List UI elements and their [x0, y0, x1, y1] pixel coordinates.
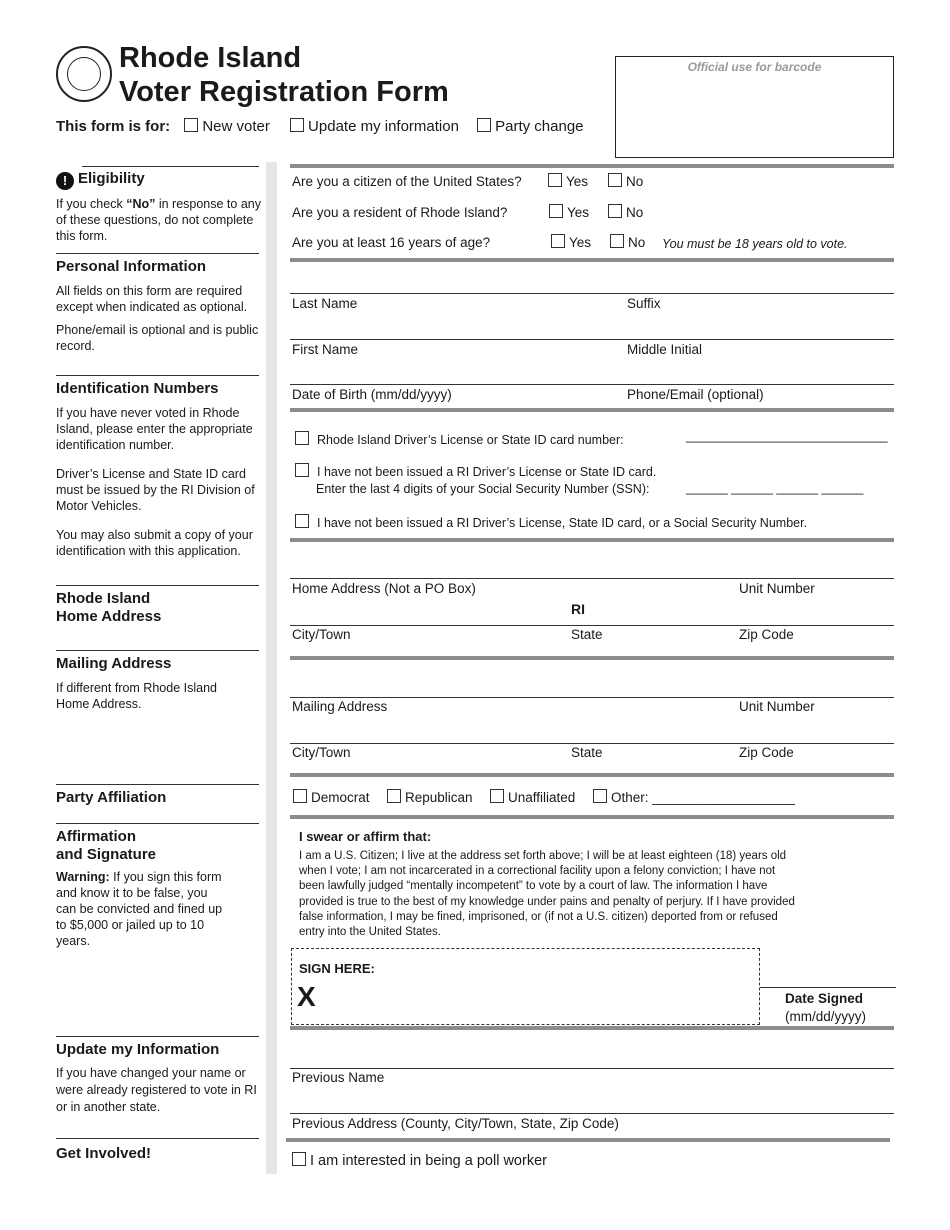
- no-id-checkbox[interactable]: [295, 514, 309, 528]
- ssn-instruction: Enter the last 4 digits of your Social Security Number (SSN):: [316, 482, 650, 496]
- id-option-none[interactable]: I have not been issued a RI Driver’s License, State ID card, or a Social Security Number.: [295, 514, 807, 531]
- form-title-line1: Rhode Island: [119, 42, 302, 74]
- sidebar-divider: [56, 585, 259, 586]
- party-democrat[interactable]: Democrat: [293, 789, 370, 806]
- id-option-license[interactable]: Rhode Island Driver’s License or State ID card number:: [295, 431, 624, 448]
- mailing-state-label: State: [571, 745, 603, 760]
- section-bar: [290, 408, 894, 412]
- previous-address-label: Previous Address (County, City/Town, State, Zip Code): [292, 1116, 619, 1131]
- age-question: Are you at least 16 years of age?: [292, 235, 491, 250]
- last-name-label: Last Name: [292, 296, 358, 311]
- previous-name-line[interactable]: [290, 1068, 894, 1069]
- phone-email-label: Phone/Email (optional): [627, 387, 764, 402]
- unaffiliated-checkbox[interactable]: [490, 789, 504, 803]
- form-purpose-label: This form is for:: [56, 118, 171, 135]
- state-seal-logo: [56, 46, 112, 102]
- section-bar: [290, 538, 894, 542]
- mailing-zip-label: Zip Code: [739, 745, 794, 760]
- mailing-address-line[interactable]: [290, 697, 894, 698]
- party-unaffiliated[interactable]: Unaffiliated: [490, 789, 575, 806]
- get-involved-heading: Get Involved!: [56, 1145, 152, 1162]
- sign-here-label: SIGN HERE:: [299, 961, 375, 976]
- home-unit-label: Unit Number: [739, 581, 815, 596]
- home-city-label: City/Town: [292, 627, 351, 642]
- party-other[interactable]: Other: ___________________: [593, 789, 795, 806]
- mailing-address-heading: Mailing Address: [56, 655, 172, 672]
- other-party-checkbox[interactable]: [593, 789, 607, 803]
- mailing-unit-label: Unit Number: [739, 699, 815, 714]
- first-name-label: First Name: [292, 342, 359, 357]
- age-no[interactable]: No: [610, 234, 645, 251]
- resident-no-checkbox[interactable]: [608, 204, 622, 218]
- dob-label: Date of Birth (mm/dd/yyyy): [292, 387, 452, 402]
- democrat-checkbox[interactable]: [293, 789, 307, 803]
- republican-checkbox[interactable]: [387, 789, 401, 803]
- section-bar: [290, 1026, 894, 1030]
- license-checkbox[interactable]: [295, 431, 309, 445]
- update-info-heading: Update my Information: [56, 1041, 220, 1058]
- sidebar-divider: [56, 823, 259, 824]
- resident-question: Are you a resident of Rhode Island?: [292, 205, 508, 220]
- resident-no[interactable]: No: [608, 204, 643, 221]
- id-option-ssn[interactable]: I have not been issued a RI Driver’s License or State ID card.: [295, 463, 656, 480]
- age-yes[interactable]: Yes: [551, 234, 591, 251]
- section-bar: [290, 656, 894, 660]
- date-signed-label: Date Signed: [785, 991, 864, 1006]
- date-signed-format: (mm/dd/yyyy): [785, 1009, 866, 1024]
- affirmation-heading-main: I swear or affirm that:: [299, 829, 432, 844]
- middle-initial-label: Middle Initial: [627, 342, 703, 357]
- home-address-heading: Rhode Island Home Address: [56, 590, 162, 625]
- personal-info-text: All fields on this form are required except when indicated as optional. Phone/email is optional and is public record.: [56, 284, 259, 353]
- license-number-blank[interactable]: _____________________________: [686, 429, 888, 443]
- mailing-city-line[interactable]: [290, 743, 894, 744]
- citizen-no-checkbox[interactable]: [608, 173, 622, 187]
- section-bar: [290, 164, 894, 168]
- party-change-option[interactable]: Party change: [477, 118, 583, 135]
- update-info-checkbox[interactable]: [290, 118, 304, 132]
- sidebar-divider: [82, 166, 259, 167]
- citizen-yes-checkbox[interactable]: [548, 173, 562, 187]
- home-zip-label: Zip Code: [739, 627, 794, 642]
- sidebar-divider: [56, 650, 259, 651]
- poll-worker-option[interactable]: I am interested in being a poll worker: [292, 1152, 547, 1169]
- barcode-label: Official use for barcode: [687, 60, 822, 74]
- form-title-line2: Voter Registration Form: [119, 76, 449, 108]
- home-state-label: State: [571, 627, 603, 642]
- eligibility-heading: ! Eligibility: [56, 170, 145, 190]
- column-gutter: [266, 162, 277, 1174]
- ssn-checkbox[interactable]: [295, 463, 309, 477]
- mailing-city-label: City/Town: [292, 745, 351, 760]
- resident-yes-checkbox[interactable]: [549, 204, 563, 218]
- sidebar-divider: [56, 253, 259, 254]
- party-republican[interactable]: Republican: [387, 789, 473, 806]
- section-bar: [290, 815, 894, 819]
- previous-address-line[interactable]: [290, 1113, 894, 1114]
- affirmation-heading: Affirmation and Signature: [56, 828, 157, 863]
- poll-worker-checkbox[interactable]: [292, 1152, 306, 1166]
- ssn-digits-blanks[interactable]: ______ ______ ______ ______: [686, 481, 864, 495]
- update-info-option[interactable]: Update my information: [290, 118, 459, 135]
- personal-info-heading: Personal Information: [56, 258, 207, 275]
- form-purpose-row: [56, 118, 584, 135]
- last-name-line[interactable]: [290, 293, 894, 294]
- age-no-checkbox[interactable]: [610, 234, 624, 248]
- citizen-no[interactable]: No: [608, 173, 643, 190]
- eligibility-text: If you check “No” in response to any of these questions, do not complete this form.: [56, 197, 261, 243]
- dob-line[interactable]: [290, 384, 894, 385]
- section-bar: [290, 773, 894, 777]
- age-yes-checkbox[interactable]: [551, 234, 565, 248]
- affirmation-text: I am a U.S. Citizen; I live at the address set forth above; I will be at least eighteen (18) years old when I vote; I am not incarcerated in a correctional facility upon a felony conviction; I have not been lawfully judged “mentally incompetent” to vote by a court of law. The information I have provided is true to the best of my knowledge under pains and penalty of perjury. If I have provided false information, I may be fined, imprisoned, or (if not a U.S. citizen) deported from or refused entry into the United States.: [299, 850, 795, 939]
- affirmation-warning: Warning: If you sign this form and know it to be false, you can be convicted and fined up to $5,000 or jailed up to 10 years.: [56, 870, 223, 948]
- age-note: You must be 18 years old to vote.: [662, 237, 848, 251]
- mailing-address-label: Mailing Address: [292, 699, 388, 714]
- sidebar-divider: [56, 1138, 259, 1139]
- home-address-label: Home Address (Not a PO Box): [292, 581, 476, 596]
- exclamation-icon: !: [56, 172, 74, 190]
- home-state-value: RI: [571, 601, 585, 617]
- home-city-line[interactable]: [290, 625, 894, 626]
- previous-name-label: Previous Name: [292, 1070, 385, 1085]
- new-voter-checkbox[interactable]: [184, 118, 198, 132]
- identification-heading: Identification Numbers: [56, 380, 219, 397]
- section-bar: [290, 258, 894, 262]
- suffix-label: Suffix: [627, 296, 661, 311]
- sidebar-divider: [56, 1036, 259, 1037]
- first-name-line[interactable]: [290, 339, 894, 340]
- mailing-address-text: If different from Rhode Island Home Address.: [56, 681, 217, 711]
- resident-yes[interactable]: Yes: [549, 204, 589, 221]
- party-change-checkbox[interactable]: [477, 118, 491, 132]
- section-bar: [286, 1138, 890, 1142]
- update-info-text: If you have changed your name or were already registered to vote in RI or in another state.: [56, 1066, 257, 1114]
- signature-x-mark: X: [297, 981, 316, 1012]
- citizen-question: Are you a citizen of the United States?: [292, 174, 522, 189]
- barcode-box: [615, 56, 894, 158]
- identification-text: If you have never voted in Rhode Island, please enter the appropriate identification number. Driver’s License and State ID card must be issued by the RI Division of Motor Vehicles. You may also submit a copy of your identification with this application.: [56, 406, 255, 558]
- sidebar-divider: [56, 375, 259, 376]
- party-affiliation-heading: Party Affiliation: [56, 789, 167, 806]
- new-voter-option[interactable]: New voter: [184, 118, 270, 135]
- sidebar-divider: [56, 784, 259, 785]
- citizen-yes[interactable]: Yes: [548, 173, 588, 190]
- signature-box[interactable]: [291, 948, 760, 1025]
- home-address-line[interactable]: [290, 578, 894, 579]
